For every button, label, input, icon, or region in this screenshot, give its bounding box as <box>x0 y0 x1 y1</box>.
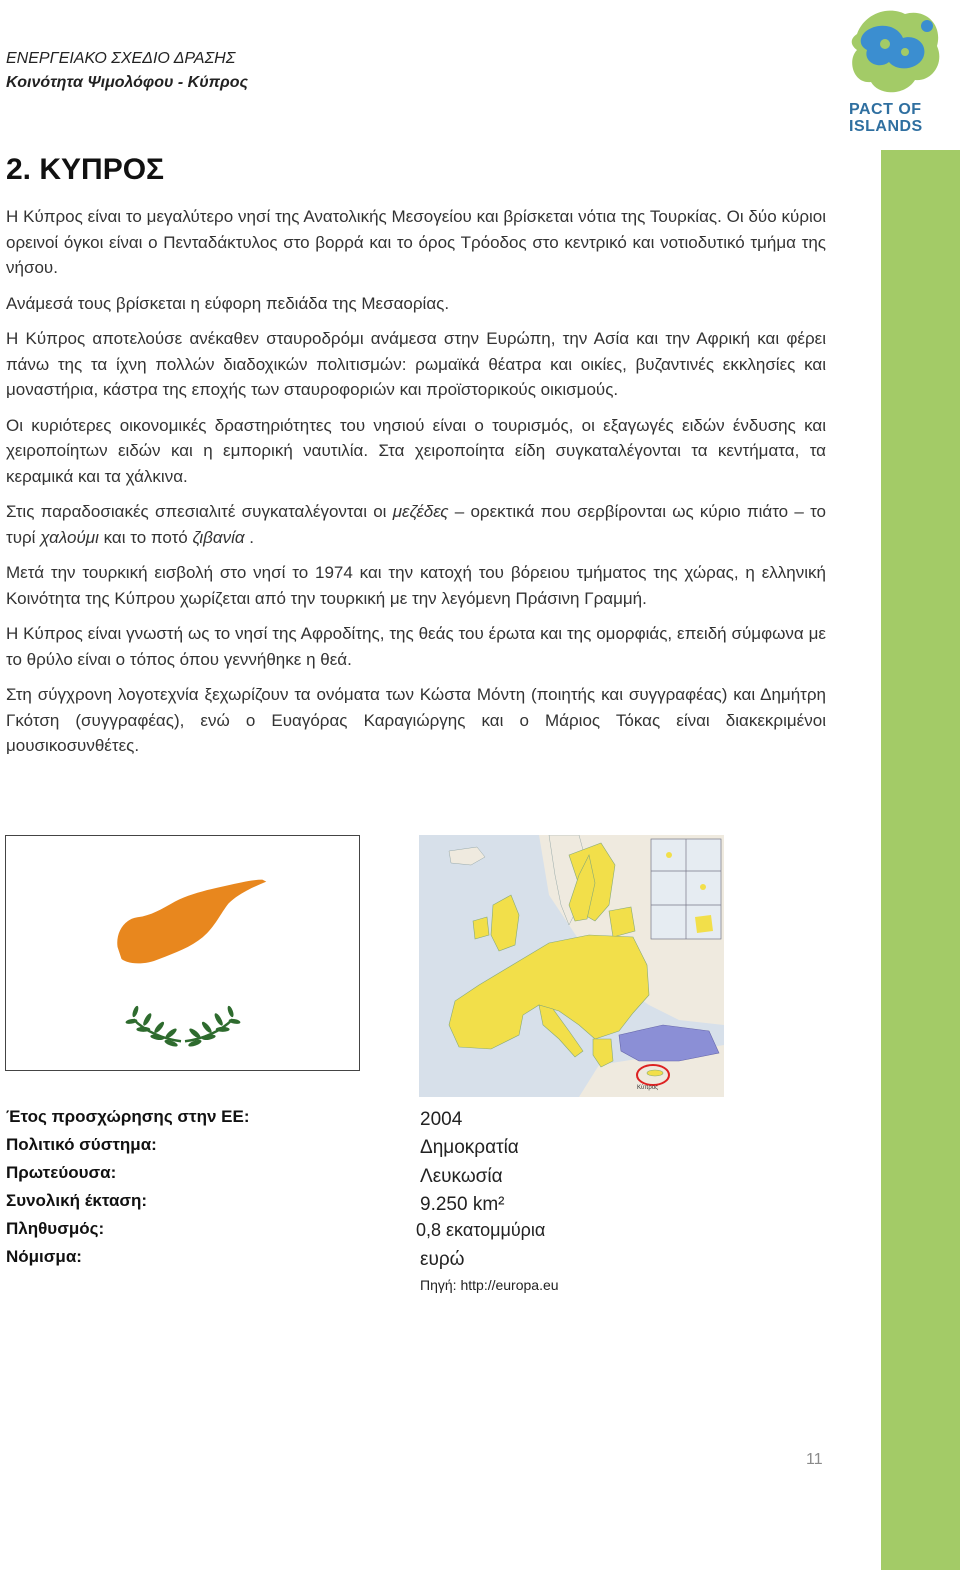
fact-row <box>6 1107 626 1135</box>
header-title: ΕΝΕΡΓΕΙΑΚΟ ΣΧΕΔΙΟ ΔΡΑΣΗΣ <box>6 50 236 67</box>
fact-label: Πρωτεύουσα: <box>6 1163 117 1182</box>
paragraph-literature: Στη σύγχρονη λογοτεχνία ξεχωρίζουν τα ονόματα των Κώστα Μόντη (ποιητής και συγγραφέας) και Δημήτρη Γκότση (συγγραφέας), ενώ ο Ευαγόρας Καραγιώργης και ο Μάριος Τόκας είναι διακεκριμένοι μουσικοσυνθέτες. <box>6 685 826 755</box>
paragraph-mesaoria: Ανάμεσά τους βρίσκεται η εύφορη πεδιάδα της Μεσαορίας. <box>6 293 450 313</box>
fact-label: Έτος προσχώρησης στην ΕΕ: <box>6 1107 250 1126</box>
fact-row <box>6 1163 626 1191</box>
paragraph-specialties <box>6 499 826 550</box>
specialty-halloumi: χαλούμι <box>40 527 99 547</box>
source-note: Πηγή: http://europa.eu <box>420 1277 559 1293</box>
fact-row <box>6 1191 626 1219</box>
fact-row <box>6 1219 626 1247</box>
fact-label: Συνολική έκταση: <box>6 1191 148 1210</box>
fact-value: ευρώ <box>420 1249 465 1270</box>
paragraph-invasion: Μετά την τουρκική εισβολή στο νησί το 1974 και την κατοχή του βόρειου τμήματος της χώρας, η ελληνική Κοινότητα της Κύπρου χωρίζεται από την τουρκική με την λεγόμενη Πράσινη Γραμμή. <box>6 563 826 608</box>
fact-value: 9.250 km² <box>420 1194 505 1215</box>
fact-value: Δημοκρατία <box>420 1137 519 1158</box>
green-sidebar <box>881 150 960 1570</box>
paragraph-history: Η Κύπρος αποτελούσε ανέκαθεν σταυροδρόμι ανάμεσα στην Ευρώπη, την Ασία και την Αφρική και φέρει πάνω της τα ίχνη πολλών διαδοχικών πολιτισμών: ρωμαϊκά θέατρα και οικίες, βυζαντινές εκκλησίες και μοναστήρια, κάστρα της εποχής των σταυροφοριών και προϊστορικούς οικισμούς. <box>6 329 826 399</box>
specialties-mid1: – ορεκτικά που σερβίρονται ως κύριο πιάτο – το τυρί <box>6 502 826 547</box>
logo-text-line1: PACT OF <box>849 101 922 118</box>
specialties-pre: Στις παραδοσιακές σπεσιαλιτέ συγκαταλέγονται οι <box>6 502 393 521</box>
fact-label: Πληθυσμός: <box>6 1219 105 1238</box>
fact-row <box>6 1247 626 1275</box>
cyprus-flag-image <box>5 835 360 1071</box>
logo-text <box>849 101 949 135</box>
logo-text-line2: ISLANDS <box>849 118 923 135</box>
fact-label: Πολιτικό σύστημα: <box>6 1135 157 1154</box>
fact-value: 0,8 εκατομμύρια <box>416 1220 546 1240</box>
document-header <box>6 47 248 95</box>
paragraph-aphrodite: Η Κύπρος είναι γνωστή ως το νησί της Αφροδίτης, της θεάς του έρωτα και της ομορφιάς, επειδή σύμφωνα με το θρύλο είναι ο τόπος όπου γεννήθηκε η θεά. <box>6 624 826 669</box>
map-label-cyprus: Κύπρος <box>637 1085 659 1091</box>
body-text <box>6 204 826 769</box>
fact-value: 2004 <box>420 1109 463 1130</box>
fact-label: Νόμισμα: <box>6 1247 82 1266</box>
section-title: 2. ΚΥΠΡΟΣ <box>6 153 165 186</box>
specialty-zivania: ζιβανία <box>192 527 245 547</box>
page-number: 11 <box>806 1451 823 1468</box>
paragraph-geography: Η Κύπρος είναι το μεγαλύτερο νησί της Ανατολικής Μεσογείου και βρίσκεται νότια της Τουρκίας. Οι δύο κύριοι ορεινοί όγκοι είναι ο Πενταδάκτυλος στο βορρά και το όρος Τρόοδος στο κεντρικό και νοτιοδυτικό τμήμα της νήσου. <box>6 207 826 277</box>
specialties-mid2: και το ποτό <box>98 527 193 547</box>
fact-row <box>6 1135 626 1163</box>
specialties-post: . <box>244 527 255 547</box>
specialty-mezedes: μεζέδες <box>392 502 449 521</box>
paragraph-economy: Οι κυριότερες οικονομικές δραστηριότητες του νησιού είναι ο τουρισμός, οι εξαγωγές ειδών ένδυσης και χειροποίητων ειδών και η εμπορική ναυτιλία. Στα χειροποίητα είδη συγκαταλέγονται τα κεντήματα, τα κεραμικά και τα χάλκινα. <box>6 415 826 486</box>
fact-value: Λευκωσία <box>420 1166 503 1187</box>
header-subtitle: Κοινότητα Ψιμολόφου - Κύπρος <box>6 74 249 91</box>
eu-map-image <box>419 835 724 1097</box>
